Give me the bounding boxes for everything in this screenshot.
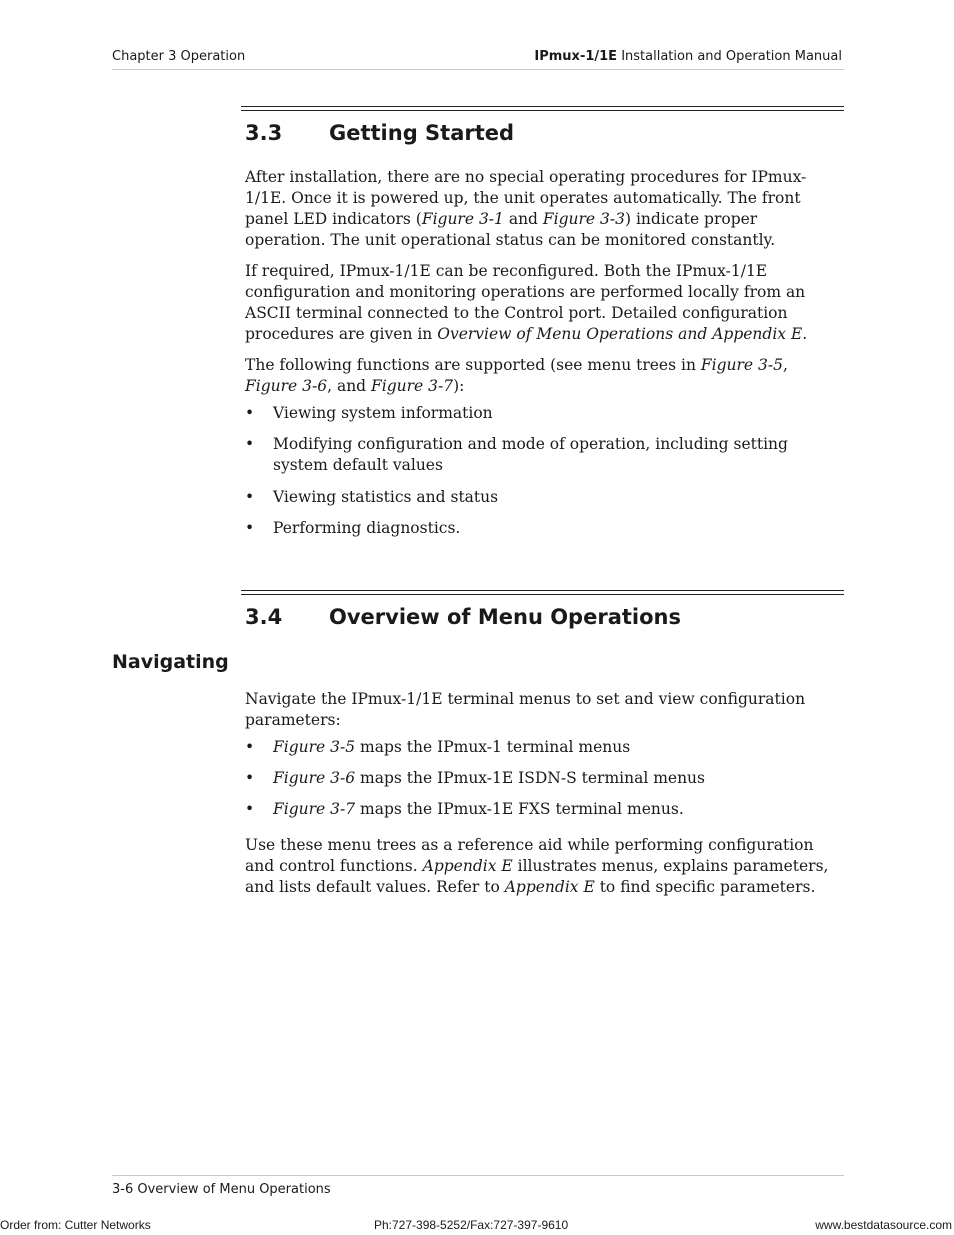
figure-link[interactable]: Figure 3-6 xyxy=(273,769,356,787)
figure-link[interactable]: Figure 3-1 xyxy=(421,210,504,228)
section-title: Overview of Menu Operations xyxy=(329,605,681,629)
figure-link[interactable]: Figure 3-3 xyxy=(542,210,625,228)
cross-reference-link[interactable]: Overview of Menu Operations and Appendix E xyxy=(437,325,803,343)
phone-fax-info: Ph:727-398-5252/Fax:727-397-9610 xyxy=(374,1218,569,1232)
figure-link[interactable]: Figure 3-5 xyxy=(700,356,783,374)
list-item: • Modifying configuration and mode of operation, including setting system default values xyxy=(245,435,788,474)
section-rule xyxy=(241,106,844,111)
bullet-icon: • xyxy=(245,800,255,818)
paragraph: The following functions are supported (see menu trees in Figure 3-5, Figure 3-6, and Figure 3-7): xyxy=(245,356,788,395)
bullet-icon: • xyxy=(245,488,255,506)
appendix-link[interactable]: Appendix E xyxy=(422,857,513,875)
bullet-icon: • xyxy=(245,519,255,537)
header-chapter: Chapter 3 Operation xyxy=(112,49,246,64)
footer-page-label: 3-6 Overview of Menu Operations xyxy=(112,1182,331,1197)
header-manual-title: IPmux-1/1E Installation and Operation Manual xyxy=(534,49,842,64)
list-item: • Figure 3-7 maps the IPmux-1E FXS terminal menus. xyxy=(245,800,684,818)
figure-link[interactable]: Figure 3-7 xyxy=(273,800,356,818)
list-item: • Figure 3-5 maps the IPmux-1 terminal menus xyxy=(245,738,631,756)
website-link[interactable]: www.bestdatasource.com xyxy=(815,1218,952,1232)
paragraph: Use these menu trees as a reference aid while performing configuration and control functions. Appendix E illustrates menus, explains parameters, and lists default values. Refer to Appendix E to find specific parameters. xyxy=(245,836,829,896)
figure-link[interactable]: Figure 3-5 xyxy=(273,738,356,756)
section-number: 3.3 xyxy=(245,121,283,145)
section-number: 3.4 xyxy=(245,605,283,629)
paragraph: Navigate the IPmux-1/1E terminal menus to set and view configuration parameters: xyxy=(245,690,806,729)
header-rule xyxy=(112,69,844,70)
list-item: • Performing diagnostics. xyxy=(245,519,461,537)
figure-link[interactable]: Figure 3-7 xyxy=(371,377,454,395)
bullet-icon: • xyxy=(245,435,255,453)
figure-link[interactable]: Figure 3-6 xyxy=(245,377,328,395)
section-rule xyxy=(241,590,844,595)
order-info: Order from: Cutter Networks xyxy=(0,1218,151,1232)
section-title: Getting Started xyxy=(329,121,515,145)
list-item: • Viewing statistics and status xyxy=(245,488,499,506)
appendix-link[interactable]: Appendix E xyxy=(504,878,595,896)
side-heading: Navigating xyxy=(112,651,229,673)
bullet-icon: • xyxy=(245,404,255,422)
bullet-icon: • xyxy=(245,738,255,756)
paragraph: After installation, there are no special operating procedures for IPmux-1/1E. Once it is powered up, the unit operates automatically. The front panel LED indicators (Figure 3-1 and Figure 3-3) indicate proper operation. The unit operational status can be monitored constantly. xyxy=(245,168,807,249)
paragraph: If required, IPmux-1/1E can be reconfigured. Both the IPmux-1/1E configuration and monitoring operations are performed locally from an ASCII terminal connected to the Control port. Detailed configuration procedures are given in Overview of Menu Operations and Appendix E. xyxy=(245,262,808,343)
bullet-icon: • xyxy=(245,769,255,787)
footer-rule xyxy=(112,1175,844,1176)
list-item: • Figure 3-6 maps the IPmux-1E ISDN-S terminal menus xyxy=(245,769,705,787)
list-item: • Viewing system information xyxy=(245,404,493,422)
